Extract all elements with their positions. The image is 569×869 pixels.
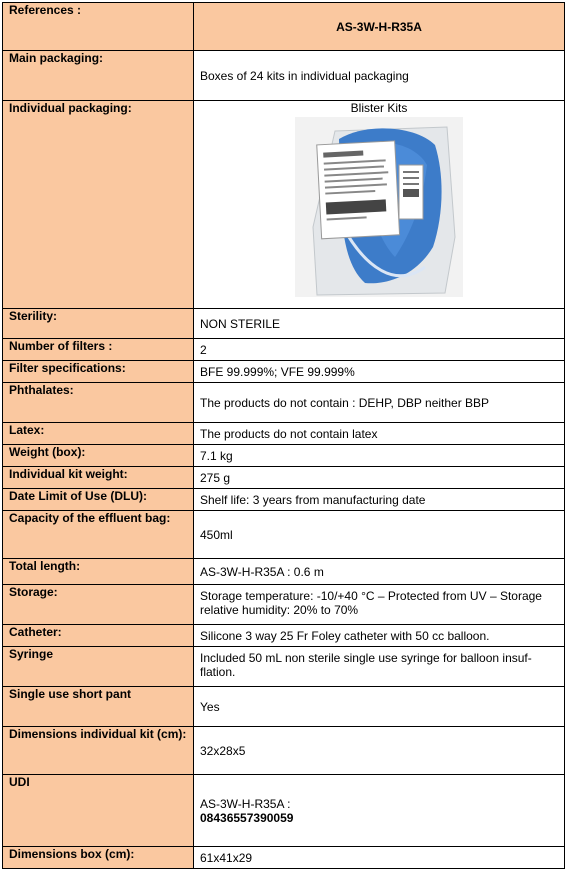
number-filters-value: 2 [194,339,565,361]
number-filters-label: Number of filters : [3,339,194,361]
syringe-label: Syringe [3,647,194,687]
filter-specs-value: BFE 99.999%; VFE 99.999% [194,361,565,383]
catheter-label: Catheter: [3,625,194,647]
dlu-label: Date Limit of Use (DLU): [3,489,194,511]
row-latex [3,423,565,445]
row-sterility [3,309,565,339]
sterility-label: Sterility: [3,309,194,339]
catheter-value: Silicone 3 way 25 Fr Foley catheter with 50 cc balloon. [194,625,565,647]
row-effluent-capacity [3,511,565,559]
effluent-capacity-label: Capacity of the effluent bag: [3,511,194,559]
row-total-length [3,559,565,585]
box-dimensions-value: 61x41x29 [194,847,565,869]
kit-weight-label: Individual kit weight: [3,467,194,489]
udi-label: UDI [3,775,194,847]
effluent-capacity-value: 450ml [194,511,565,559]
short-pant-value: Yes [194,687,565,727]
total-length-label: Total length: [3,559,194,585]
row-short-pant [3,687,565,727]
storage-label: Storage: [3,585,194,625]
kit-weight-value: 275 g [194,467,565,489]
total-length-value: AS-3W-H-R35A : 0.6 m [194,559,565,585]
row-kit-dimensions [3,727,565,775]
box-dimensions-label: Dimensions box (cm): [3,847,194,869]
row-storage [3,585,565,625]
row-references [3,3,565,51]
syringe-value: Included 50 mL non sterile single use syringe for balloon insuf-flation. [194,647,565,687]
kit-dimensions-value: 32x28x5 [194,727,565,775]
weight-box-label: Weight (box): [3,445,194,467]
row-syringe [3,647,565,687]
phthalates-value: The products do not contain : DEHP, DBP neither BBP [194,383,565,423]
row-box-dimensions [3,847,565,869]
row-weight-box [3,445,565,467]
product-spec-table [2,2,565,869]
filter-specs-label: Filter specifications: [3,361,194,383]
row-filter-specs [3,361,565,383]
row-phthalates [3,383,565,423]
row-dlu [3,489,565,511]
main-packaging-label: Main packaging: [3,51,194,101]
row-main-packaging [3,51,565,101]
individual-packaging-label: Individual packaging: [3,101,194,309]
kit-dimensions-label: Dimensions individual kit (cm): [3,727,194,775]
phthalates-label: Phthalates: [3,383,194,423]
latex-label: Latex: [3,423,194,445]
row-number-filters [3,339,565,361]
storage-value: Storage temperature: -10/+40 °C – Protected from UV – Storage relative humidity: 20% to 70% [194,585,565,625]
main-packaging-value: Boxes of 24 kits in individual packaging [194,51,565,101]
row-kit-weight [3,467,565,489]
references-value: AS-3W-H-R35A [194,3,565,51]
blister-kit-photo [295,117,463,297]
row-catheter [3,625,565,647]
udi-reference: AS-3W-H-R35A : [200,796,291,811]
individual-packaging-value [194,101,565,309]
dlu-value: Shelf life: 3 years from manufacturing date [194,489,565,511]
udi-value [194,775,565,847]
packaging-caption: Blister Kits [350,101,408,115]
short-pant-label: Single use short pant [3,687,194,727]
udi-barcode-number: 08436557390059 [200,810,294,825]
row-individual-packaging [3,101,565,309]
references-label: References : [3,3,194,51]
sterility-value: NON STERILE [194,309,565,339]
row-udi [3,775,565,847]
latex-value: The products do not contain latex [194,423,565,445]
weight-box-value: 7.1 kg [194,445,565,467]
